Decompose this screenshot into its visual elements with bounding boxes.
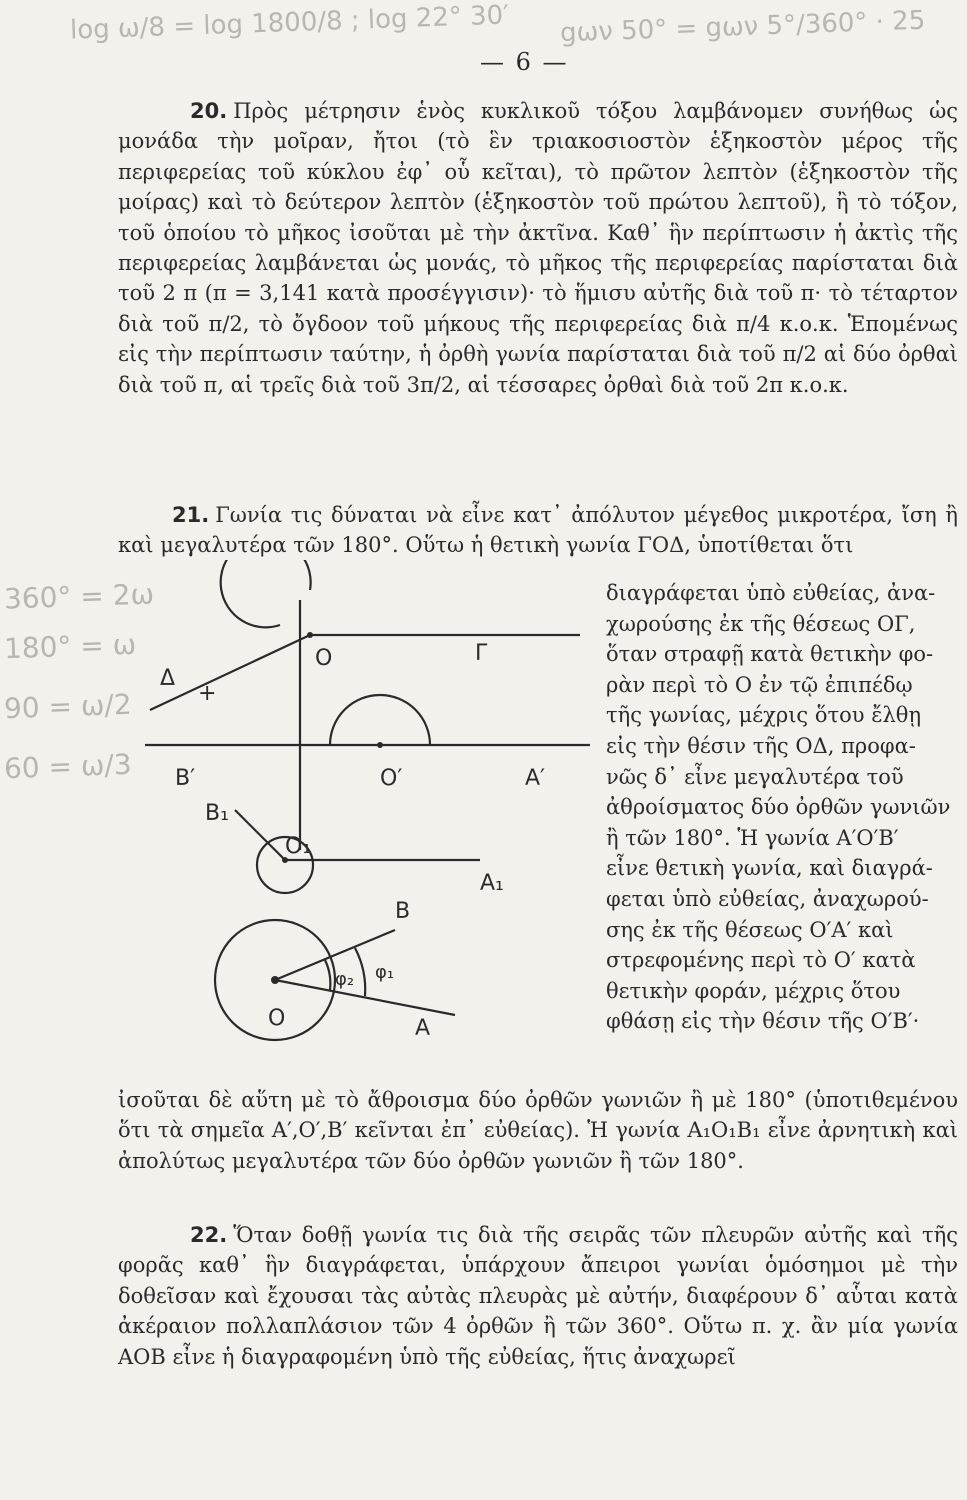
column-line: χωρούσης ἐκ τῆς θέσεως ΟΓ, (606, 611, 916, 636)
section-21-outro: ἰσοῦται δὲ αὕτη μὲ τὸ ἄθροισμα δύο ὀρθῶν γωνιῶν ἢ μὲ 180° (ὑποτιθεμένου ὅτι τὰ σημεῖα Α′,Ο′,Β′ κεῖνται ἐπ᾽ εὐθείας). Ἡ γωνία Α₁Ο₁Β₁ εἶνε ἀρνητικὴ καὶ ἀπολύτως μεγαλυτέρα τῶν δύο ὀρθῶν γωνιῶν ἢ τῶν 180°. (118, 1088, 958, 1173)
margin-note-top-2: gων 50° = gων 5°/360° · 25 (559, 5, 926, 49)
column-line: ὅταν στραφῇ κατὰ θετικὴν φο- (606, 642, 934, 667)
column-line: ἢ τῶν 180°. Ἡ γωνία Α′Ο′Β′ (606, 825, 899, 850)
column-line: φεται ὑπὸ εὐθείας, ἀναχωρού- (606, 886, 929, 911)
label-O1: Ο₁ (285, 834, 312, 859)
column-line: εἰς τὴν θέσιν τῆς ΟΔ, προφα- (606, 733, 916, 758)
section-text: Γωνία τις δύναται νὰ εἶνε κατ᾽ ἀπόλυτον μέγεθος μικροτέρα, ἴση ἢ καὶ μεγαλυτέρα τῶν 180°. Οὕτω ἡ θετικὴ γωνία ΓΟΔ, ὑποτίθεται ὅτι (118, 503, 958, 558)
column-line: ἀθροίσματος δύο ὀρθῶν γωνιῶν (606, 795, 951, 820)
label-D: Δ (160, 666, 176, 691)
section-text: Ὅταν δοθῇ γωνία τις διὰ τῆς σειρᾶς τῶν πλευρῶν αὐτῆς καὶ τῆς φορᾶς καθ᾽ ἣν διαγράφεται, ὑπάρχουν ἄπειροι γωνίαι ὁμόσημοι μὲ τὴν δοθεῖσαν καὶ ἔχουσαι τὰς αὐτὰς πλευρὰς μὲ αὐτήν, διαφέρουν δ᾽ αὗται κατὰ ἀκέραιον πολλαπλάσιον τῶν 4 ὀρθῶν ἢ τῶν 360°. Οὕτω π. χ. ἂν μία γωνία ΑΟΒ εἶνε ἡ διαγραφομένη ὑπὸ τῆς εὐθείας, ἥτις ἀναχωρεῖ (118, 1223, 958, 1369)
margin-note-top-1: log ω/8 = log 1800/8 ; log 22° 30′ (69, 0, 510, 46)
column-line: τῆς γωνίας, μέχρις ὅτου ἔλθῃ (606, 703, 922, 728)
section-21-column (606, 578, 956, 1037)
section-text: Πρὸς μέτρησιν ἑνὸς κυκλικοῦ τόξου λαμβάνομεν συνήθως ὡς μονάδα τὴν μοῖραν, ἤτοι (τὸ ἓν τριακοσιοστὸν ἑξηκοστὸν μέρος τῆς περιφερείας τοῦ κύκλου ἐφ᾽ οὗ κεῖται), τὸ πρῶτον λεπτὸν (ἑξηκοστὸν τῆς μοίρας) καὶ τὸ δεύτερον λεπτὸν (ἑξηκοστὸν τοῦ πρώτου λεπτοῦ), ἢ τὸ τόξον, τοῦ ὁποίου τὸ μῆκος ἰσοῦται μὲ τὴν ἀκτῖνα. Καθ᾽ ἣν περίπτωσιν ἡ ἀκτὶς τῆς περιφερείας λαμβάνεται ὡς μονάς, τὸ μῆκος τῆς περιφερείας παρίσταται διὰ τοῦ 2 π (π = 3,141 κατὰ προσέγγισιν)· τὸ ἥμισυ αὐτῆς διὰ τοῦ π· τὸ τέταρτον διὰ τοῦ π/2, τὸ ὄγδοον τοῦ μήκους τῆς περιφερείας διὰ π/4 κ.ο.κ. Ἑπομένως εἰς τὴν περίπτωσιν ταύτην, ἡ ὀρθὴ γωνία παρίσταται διὰ τοῦ π/2 αἱ δύο ὀρθαὶ διὰ τοῦ π, αἱ τρεῖς διὰ τοῦ 3π/2, αἱ τέσσαρες ὀρθαὶ διὰ τοῦ 2π κ.ο.κ. (118, 99, 958, 397)
column-line: θετικὴν φοράν, μέχρις ὅτου (606, 978, 901, 1003)
margin-note-side-2: 180° = ω (3, 627, 137, 666)
point-Op (377, 742, 383, 748)
margin-note-side-4: 60 = ω/3 (3, 747, 133, 786)
section-number: 22. (190, 1223, 228, 1247)
margin-note-side-3: 90 = ω/2 (3, 687, 133, 726)
label-B: Β (395, 899, 411, 924)
label-plus: + (198, 681, 217, 706)
section-number: 20. (190, 99, 228, 123)
label-phi2: φ₂ (335, 969, 355, 990)
label-Op: Ο′ (380, 766, 403, 791)
angles-figure (130, 560, 610, 1060)
column-line: σης ἐκ τῆς θέσεως Ο′Α′ καὶ (606, 917, 894, 942)
margin-note-side-1: 360° = 2ω (3, 577, 155, 616)
label-A1: Α₁ (480, 871, 504, 896)
column-line: στρεφομένης περὶ τὸ Ο′ κατὰ (606, 948, 916, 973)
label-Bp: Β′ (175, 766, 196, 791)
column-line: διαγράφεται ὑπὸ εὐθείας, ἀνα- (606, 581, 936, 605)
column-line: νῶς δ᾽ εἶνε μεγαλυτέρα τοῦ (606, 764, 904, 789)
section-20 (118, 96, 958, 400)
column-line: φθάσῃ εἰς τὴν θέσιν τῆς Ο′Β′· (606, 1009, 920, 1034)
label-Ap: Α′ (525, 766, 546, 791)
arc-phi2 (325, 960, 330, 990)
label-G: Γ (475, 641, 488, 666)
label-O: O (315, 646, 333, 671)
page-number: — 6 — (480, 48, 569, 76)
column-line: ρὰν περὶ τὸ Ο ἐν τῷ ἐπιπέδῳ (606, 672, 913, 697)
arc-GOD (221, 560, 311, 627)
label-O-bottom: Ο (268, 1006, 286, 1031)
column-line: εἶνε θετικὴ γωνία, καὶ διαγρά- (606, 856, 933, 881)
label-B1: Β₁ (205, 801, 229, 826)
point-O-bottom (271, 976, 279, 984)
section-21-intro (118, 500, 958, 561)
label-A: Α (415, 1016, 431, 1041)
section-number: 21. (172, 503, 210, 527)
arc-phi1 (355, 948, 365, 996)
arc-ApOpBp (330, 695, 430, 745)
point-O (307, 632, 313, 638)
label-phi1: φ₁ (375, 962, 395, 983)
section-22 (118, 1220, 958, 1372)
